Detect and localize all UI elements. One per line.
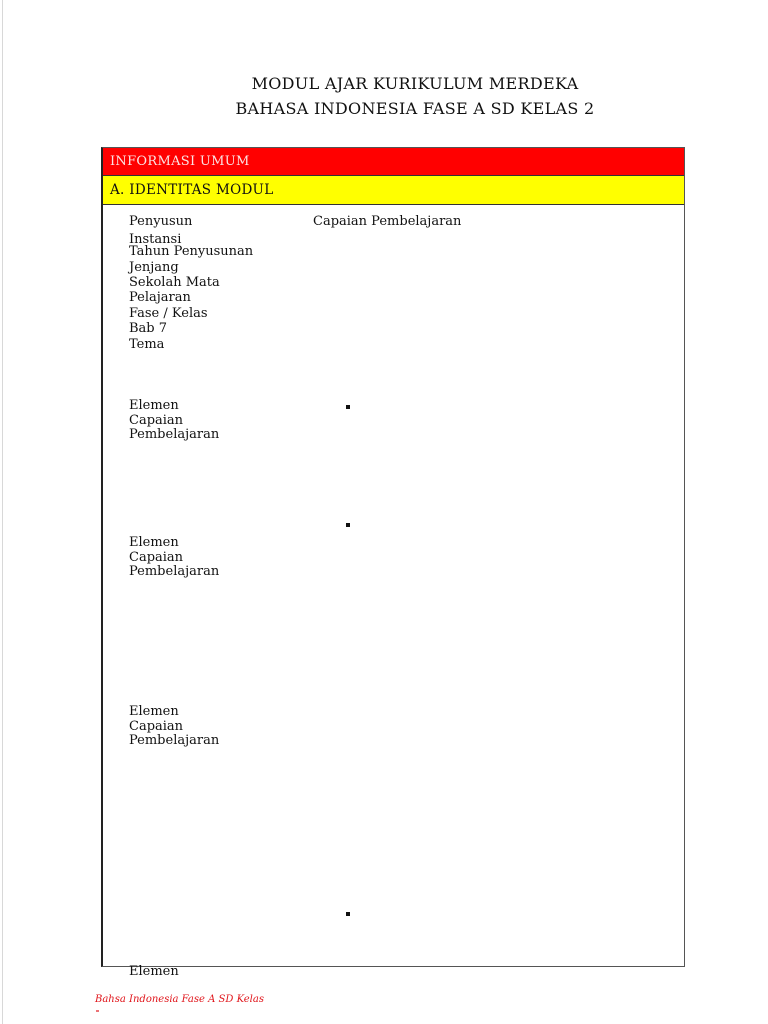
subsection-header-label: A. IDENTITAS MODUL	[110, 182, 274, 198]
label-sekolah-mata: Sekolah Mata	[129, 275, 220, 290]
label-instansi: Instansi	[129, 232, 182, 247]
elemen-3-label-line-3: Pembelajaran	[129, 733, 220, 748]
elemen-2-label-line-2: Capaian	[129, 550, 184, 565]
page-footer: Bahsa Indonesia Fase A SD Kelas	[95, 994, 264, 1005]
label-jenjang: Jenjang	[129, 260, 179, 275]
document-title-line-1: MODUL AJAR KURIKULUM MERDEKA	[251, 74, 579, 93]
bullet-marker	[346, 912, 350, 916]
footer-cutoff-mark	[96, 1010, 99, 1012]
elemen-3-label-line-2: Capaian	[129, 719, 184, 734]
label-penyusun: Penyusun	[129, 214, 193, 229]
elemen-2-label-line-3: Pembelajaran	[129, 564, 220, 579]
elemen-1-label-line-3: Pembelajaran	[129, 427, 220, 442]
subsection-header-identitas-modul	[103, 176, 684, 205]
section-header-label: INFORMASI UMUM	[110, 154, 250, 169]
bullet-marker	[346, 405, 350, 409]
elemen-3-label-line-1: Elemen	[129, 704, 179, 719]
elemen-2-label-line-1: Elemen	[129, 535, 179, 550]
label-pelajaran: Pelajaran	[129, 290, 191, 305]
document-title-line-2: BAHASA INDONESIA FASE A SD KELAS 2	[235, 99, 595, 118]
label-tahun-penyusunan: Tahun Penyusunan	[129, 244, 254, 259]
module-identity-table	[101, 147, 685, 967]
elemen-1-label-line-1: Elemen	[129, 398, 179, 413]
bullet-marker	[346, 523, 350, 527]
elemen-4-label-line-1: Elemen	[129, 964, 179, 979]
label-tema: Tema	[129, 337, 165, 352]
page-edge	[2, 0, 3, 1024]
elemen-1-label-line-2: Capaian	[129, 413, 184, 428]
label-bab: Bab 7	[129, 321, 168, 336]
label-fase-kelas: Fase / Kelas	[129, 306, 208, 321]
section-header-informasi-umum	[103, 148, 684, 176]
capaian-pembelajaran-header: Capaian Pembelajaran	[313, 214, 462, 229]
